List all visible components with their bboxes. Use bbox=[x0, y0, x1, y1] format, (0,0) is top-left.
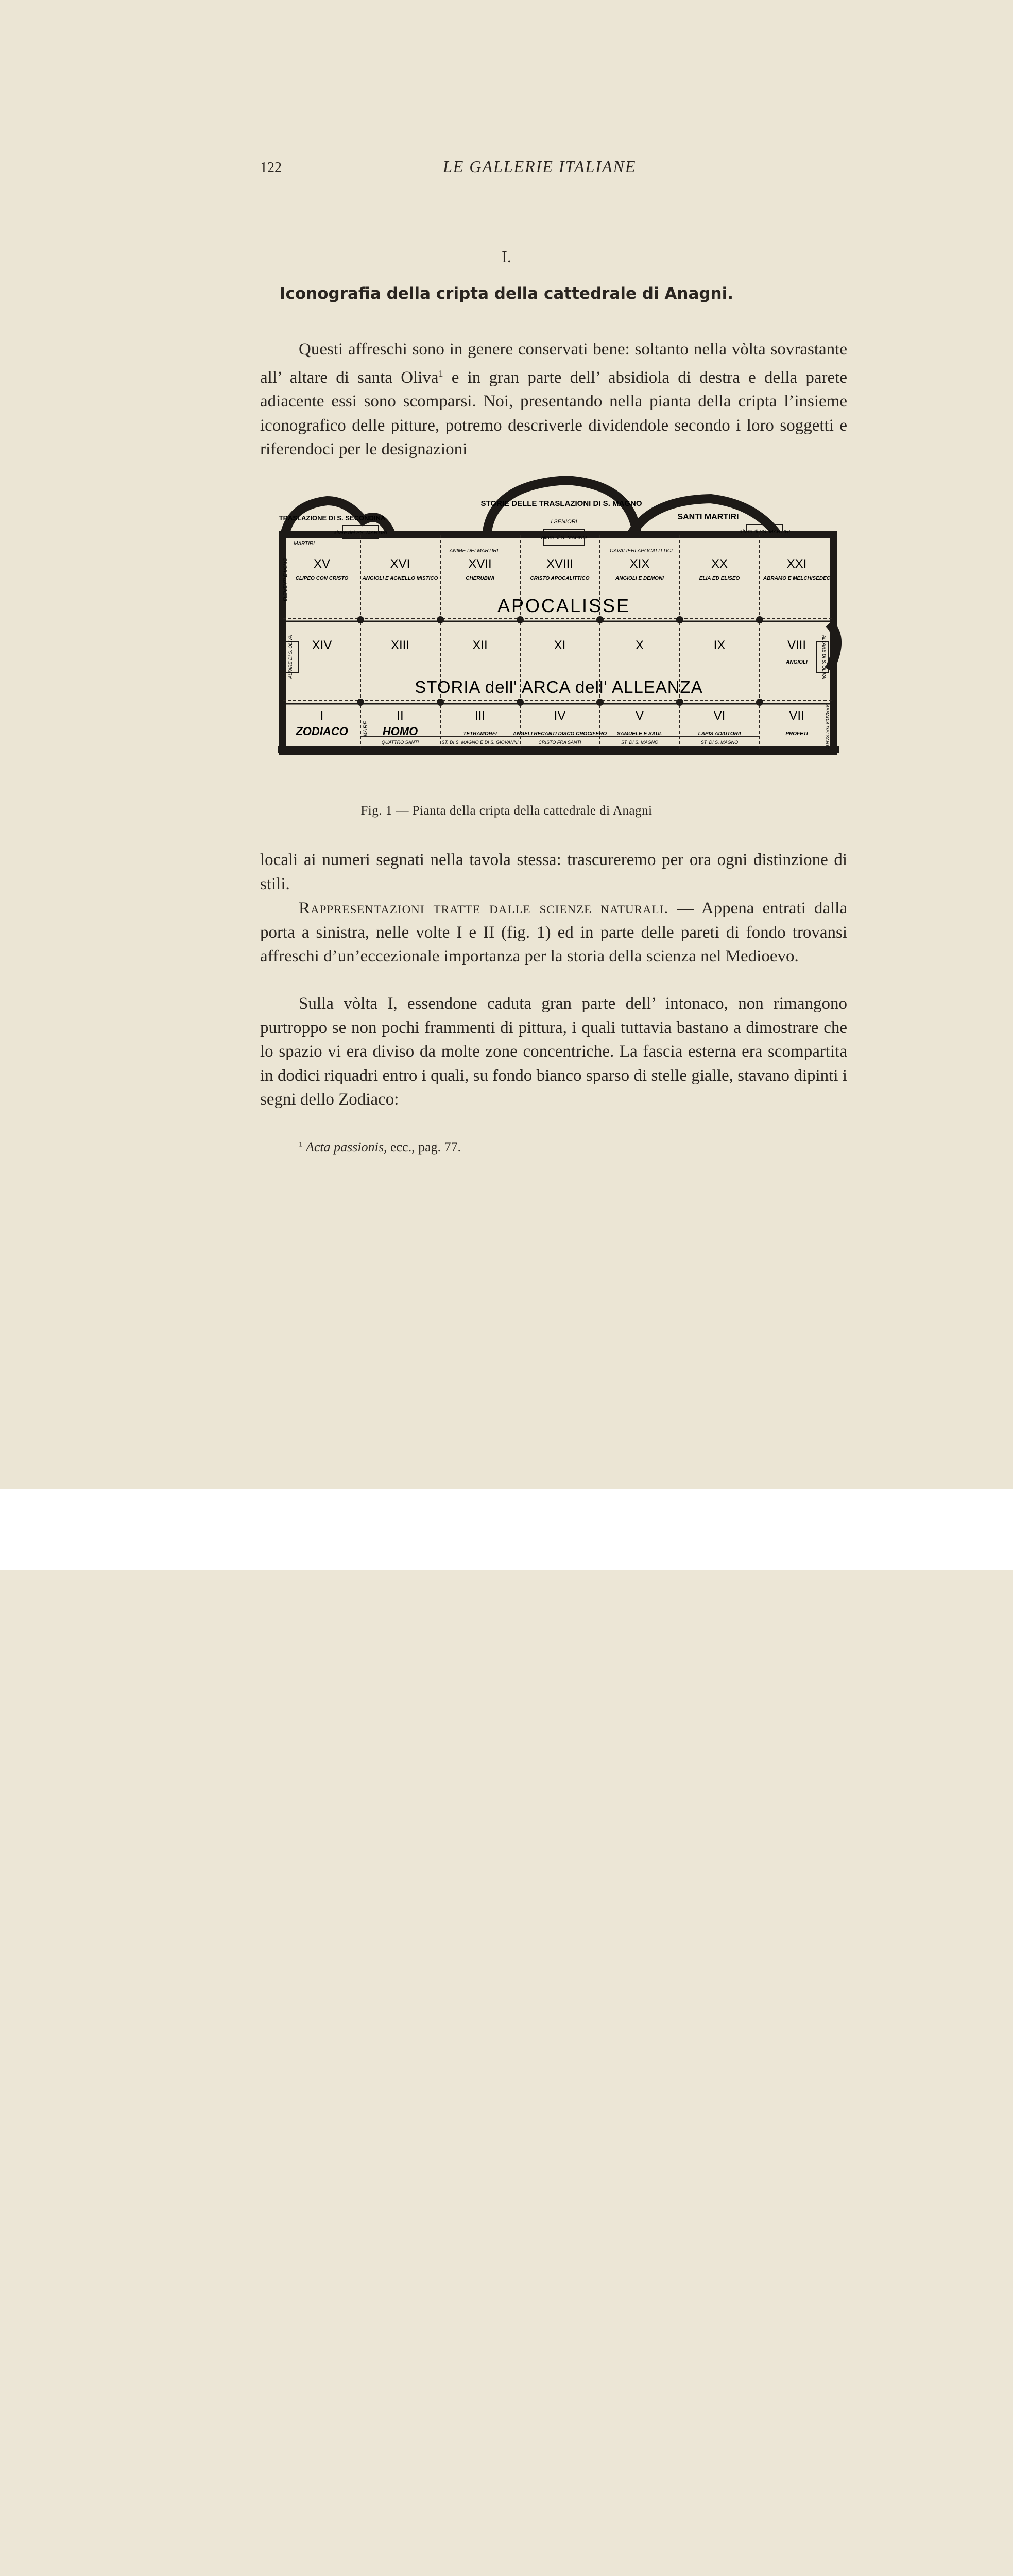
row1-vault-number: XX bbox=[711, 557, 728, 571]
section-title: Iconografia della cripta della cattedrale di Anagni. bbox=[279, 284, 734, 303]
figure-caption: Fig. 1 — Pianta della cripta della cattedrale di Anagni bbox=[360, 804, 653, 818]
paragraph-4 bbox=[260, 992, 847, 1112]
row3-vault-label: ANGELI RECANTI DISCO CROCIFERO bbox=[512, 731, 607, 737]
bottom-strip-label: ST. DI S. MAGNO bbox=[700, 740, 739, 745]
paragraph-1-text-b: e in gran parte dell’ absidiola di destra e della parete adiacente essi sono scomparsi. Noi, presentando nella pianta della cripta l’insieme iconografico delle pitture, potremo descriverle dividendole secondo i loro soggetti e riferendoci per le designazioni bbox=[260, 368, 847, 459]
running-title: LE GALLERIE ITALIANE bbox=[443, 157, 637, 176]
section-heading: Rappresentazioni tratte dalle scienze naturali. bbox=[299, 899, 669, 918]
anime-label: ANIME DEI MARTIRI bbox=[449, 548, 499, 554]
martiri-label: MARTIRI bbox=[294, 541, 315, 547]
row1-vault-number: XV bbox=[313, 557, 331, 571]
apse-label-left: TRASLAZIONE DI S. SECONDINA bbox=[279, 514, 386, 522]
left-wall-label: ALTARE DI S. OLIVA bbox=[288, 635, 293, 679]
row2-vault-number: X bbox=[635, 638, 644, 652]
row3-vault-label: LAPIS ADIUTORII bbox=[698, 731, 741, 737]
row1-vault-label: CLIPEO CON CRISTO bbox=[295, 575, 349, 581]
row3-vault-number: IV bbox=[554, 709, 566, 723]
row1-vault-label: ABRAMO E MELCHISEDEC bbox=[763, 575, 831, 581]
row2-vault-number: VIII bbox=[787, 638, 806, 652]
crypt-plan-figure bbox=[270, 474, 850, 793]
right-wall-label: ABBADIA DEI SANTI bbox=[825, 704, 830, 749]
mare-label: MARE bbox=[363, 721, 369, 737]
altar-right-label: altare di SS. MARTIRI bbox=[739, 529, 791, 535]
row3-vault-label: PROFETI bbox=[785, 731, 808, 737]
row2-vault-number: XIV bbox=[312, 638, 332, 652]
row3-vault-label: ZODIACO bbox=[296, 725, 348, 738]
row3-vault-label: HOMO bbox=[382, 725, 418, 738]
altar-center-label: altare di S. MAGNO bbox=[541, 535, 587, 541]
page-number: 122 bbox=[260, 160, 282, 176]
bottom-strip-label: CRISTO FRA SANTI bbox=[538, 740, 581, 745]
bottom-strip-label: ST. DI S. MAGNO bbox=[621, 740, 659, 745]
row3-vault-label: TETRAMORFI bbox=[463, 731, 497, 737]
apse-label-right: SANTI MARTIRI bbox=[677, 513, 739, 521]
row3-vault-label: SAMUELE E SAUL bbox=[616, 731, 663, 737]
right-altar-wall-label: ALTARE DI S. OLIVA bbox=[821, 635, 827, 679]
bottom-strip-label: QUATTRO SANTI bbox=[381, 740, 419, 745]
section-number: I. bbox=[502, 247, 511, 266]
paragraph-4-text: Sulla vòlta I, essendone caduta gran parte dell’ intonaco, non rimangono purtroppo se non pochi frammenti di pittura, i quali tuttavia bastano a dimostrare che lo spazio vi era diviso da molte zone concentriche. La fascia esterna era scompartita in dodici riquadri entro i quali, su fondo bianco sparso di stelle gialle, stavano dipinti i segni dello Zodiaco: bbox=[260, 994, 847, 1109]
paragraph-3 bbox=[260, 896, 847, 969]
footnote-reference: 1 bbox=[438, 368, 443, 379]
cavalieri-label: CAVALIERI APOCALITTICI bbox=[610, 548, 673, 554]
paragraph-1 bbox=[260, 337, 847, 462]
west-wall-label: ELEMENTI E UOMO bbox=[283, 557, 288, 602]
row2-vault-number: IX bbox=[713, 638, 726, 652]
row1-vault-label: ANGIOLI E AGNELLO MISTICO bbox=[362, 575, 438, 581]
row2-vault-number: XIII bbox=[390, 638, 410, 652]
apse-label-center: STORIE DELLE TRASLAZIONI DI S. MAGNO bbox=[480, 499, 642, 508]
row1-vault-label: CRISTO APOCALITTICO bbox=[530, 575, 590, 581]
paragraph-3-text: — Appena entrati dalla porta a sinistra, nelle volte I e II (fig. 1) ed in parte delle pareti di fondo trovansi affreschi d’un’eccezionale importanza per la storia della scienza nel Medioevo. bbox=[260, 899, 847, 965]
row3-vault-number: V bbox=[635, 709, 644, 723]
row1-vault-label: CHERUBINI bbox=[466, 575, 494, 581]
footnote bbox=[299, 1140, 461, 1155]
row1-vault-number: XVIII bbox=[546, 557, 574, 571]
row3-vault-number: III bbox=[474, 709, 486, 723]
row2-vault-number: XII bbox=[472, 638, 488, 652]
row2-vault-label: ANGIOLI bbox=[786, 659, 808, 665]
footnote-mark: 1 bbox=[299, 1140, 303, 1149]
altar-left-label: altare dei SS. MARTIRI bbox=[334, 530, 387, 536]
row1-vault-number: XIX bbox=[629, 557, 650, 571]
seniori-label: I SENIORI bbox=[551, 519, 577, 525]
paragraph-2-text: locali ai numeri segnati nella tavola stessa: trascureremo per ora ogni distinzione di stili. bbox=[260, 851, 847, 893]
row2-vault-number: XI bbox=[554, 638, 566, 652]
bottom-strip-label: ST. DI S. MAGNO E DI S. GIOVANNI bbox=[441, 740, 519, 745]
row1-vault-number: XXI bbox=[786, 557, 807, 571]
row1-vault-label: ANGIOLI E DEMONI bbox=[615, 575, 664, 581]
paragraph-2 bbox=[260, 848, 847, 896]
paragraph-1-text-a: Questi affreschi sono in genere conservati bene: soltanto nella vòlta sovrastante all’ altare di santa Oliva bbox=[260, 340, 847, 387]
row1-vault-label: ELIA ED ELISEO bbox=[699, 575, 740, 581]
footnote-rest: ecc., pag. 77. bbox=[387, 1140, 461, 1155]
row3-vault-number: II bbox=[397, 709, 404, 723]
row3-vault-number: I bbox=[320, 709, 324, 723]
footnote-title: Acta passionis, bbox=[306, 1140, 387, 1155]
row3-vault-number: VII bbox=[789, 709, 804, 723]
footer-bar bbox=[0, 1489, 1013, 1570]
row3-vault-number: VI bbox=[713, 709, 726, 723]
apocalisse-title: APOCALISSE bbox=[497, 595, 631, 616]
row1-vault-number: XVII bbox=[468, 557, 492, 571]
arca-title: STORIA dell' ARCA dell' ALLEANZA bbox=[415, 677, 703, 697]
row1-vault-number: XVI bbox=[390, 557, 410, 571]
